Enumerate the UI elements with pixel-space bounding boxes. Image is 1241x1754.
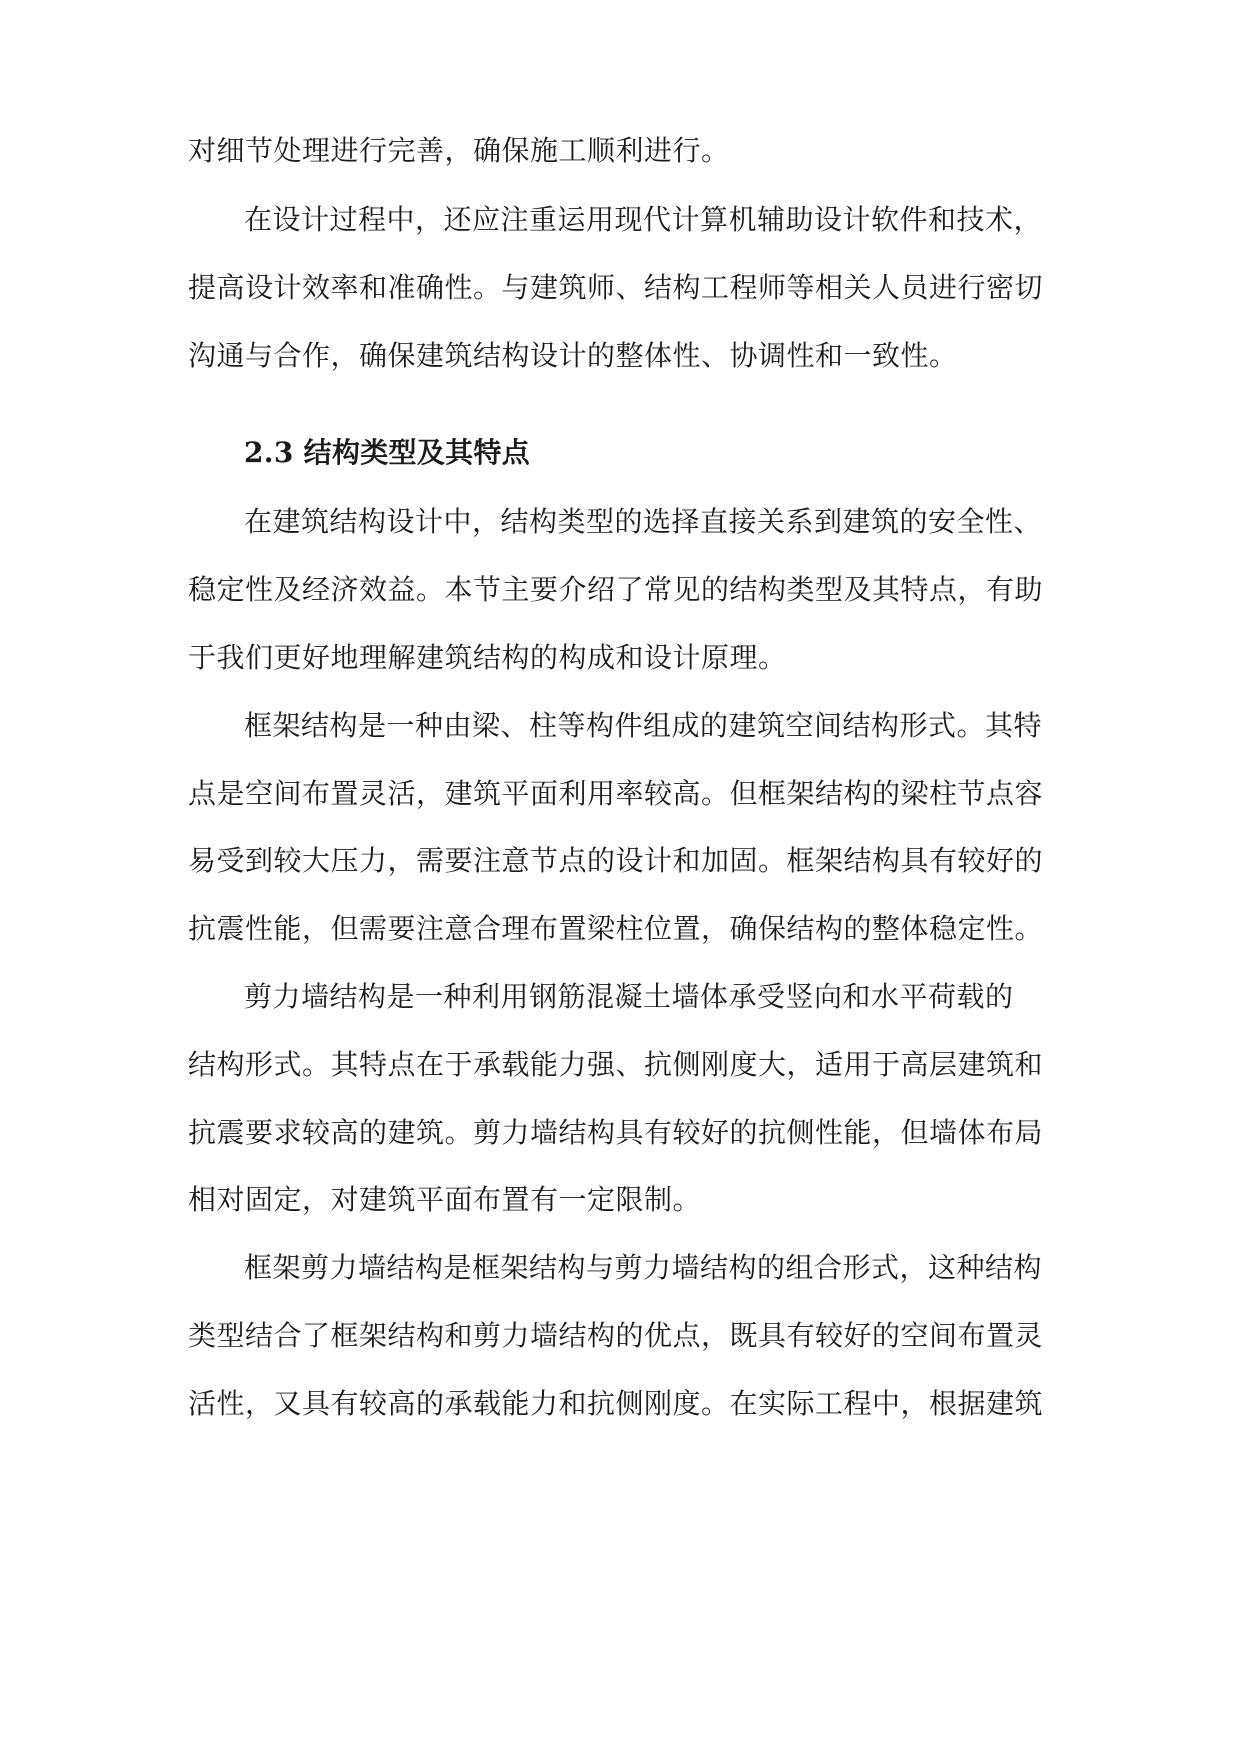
text-line: 抗震性能，但需要注意合理布置梁柱位置，确保结构的整体稳定性。	[188, 912, 1044, 945]
paragraph-first-line: 框架剪力墙结构是框架结构与剪力墙结构的组合形式，这种结构	[244, 1251, 1043, 1284]
text-line: 相对固定，对建筑平面布置有一定限制。	[188, 1183, 702, 1216]
text-line: 活性，又具有较高的承载能力和抗侧刚度。在实际工程中，根据建筑	[188, 1387, 1044, 1420]
text-line: 类型结合了框架结构和剪力墙结构的优点，既具有较好的空间布置灵	[188, 1319, 1044, 1352]
paragraph-first-line: 在建筑结构设计中，结构类型的选择直接关系到建筑的安全性、	[244, 505, 1043, 538]
paragraph-first-line: 框架结构是一种由梁、柱等构件组成的建筑空间结构形式。其特	[244, 709, 1043, 742]
text-line: 对细节处理进行完善，确保施工顺利进行。	[188, 134, 730, 167]
text-line: 易受到较大压力，需要注意节点的设计和加固。框架结构具有较好的	[188, 844, 1044, 877]
text-line: 结构形式。其特点在于承载能力强、抗侧刚度大，适用于高层建筑和	[188, 1048, 1044, 1081]
section-heading: 2.3 结构类型及其特点	[244, 436, 531, 469]
text-line: 抗震要求较高的建筑。剪力墙结构具有较好的抗侧性能，但墙体布局	[188, 1116, 1044, 1149]
text-line: 于我们更好地理解建筑结构的构成和设计原理。	[188, 641, 787, 674]
text-line: 稳定性及经济效益。本节主要介绍了常见的结构类型及其特点，有助	[188, 573, 1044, 606]
text-line: 点是空间布置灵活，建筑平面利用率较高。但框架结构的梁柱节点容	[188, 777, 1044, 810]
paragraph-first-line: 在设计过程中，还应注重运用现代计算机辅助设计软件和技术，	[244, 203, 1043, 236]
paragraph-first-line: 剪力墙结构是一种利用钢筋混凝土墙体承受竖向和水平荷载的	[244, 980, 1014, 1013]
text-line: 提高设计效率和准确性。与建筑师、结构工程师等相关人员进行密切	[188, 271, 1044, 304]
text-line: 沟通与合作，确保建筑结构设计的整体性、协调性和一致性。	[188, 339, 958, 372]
